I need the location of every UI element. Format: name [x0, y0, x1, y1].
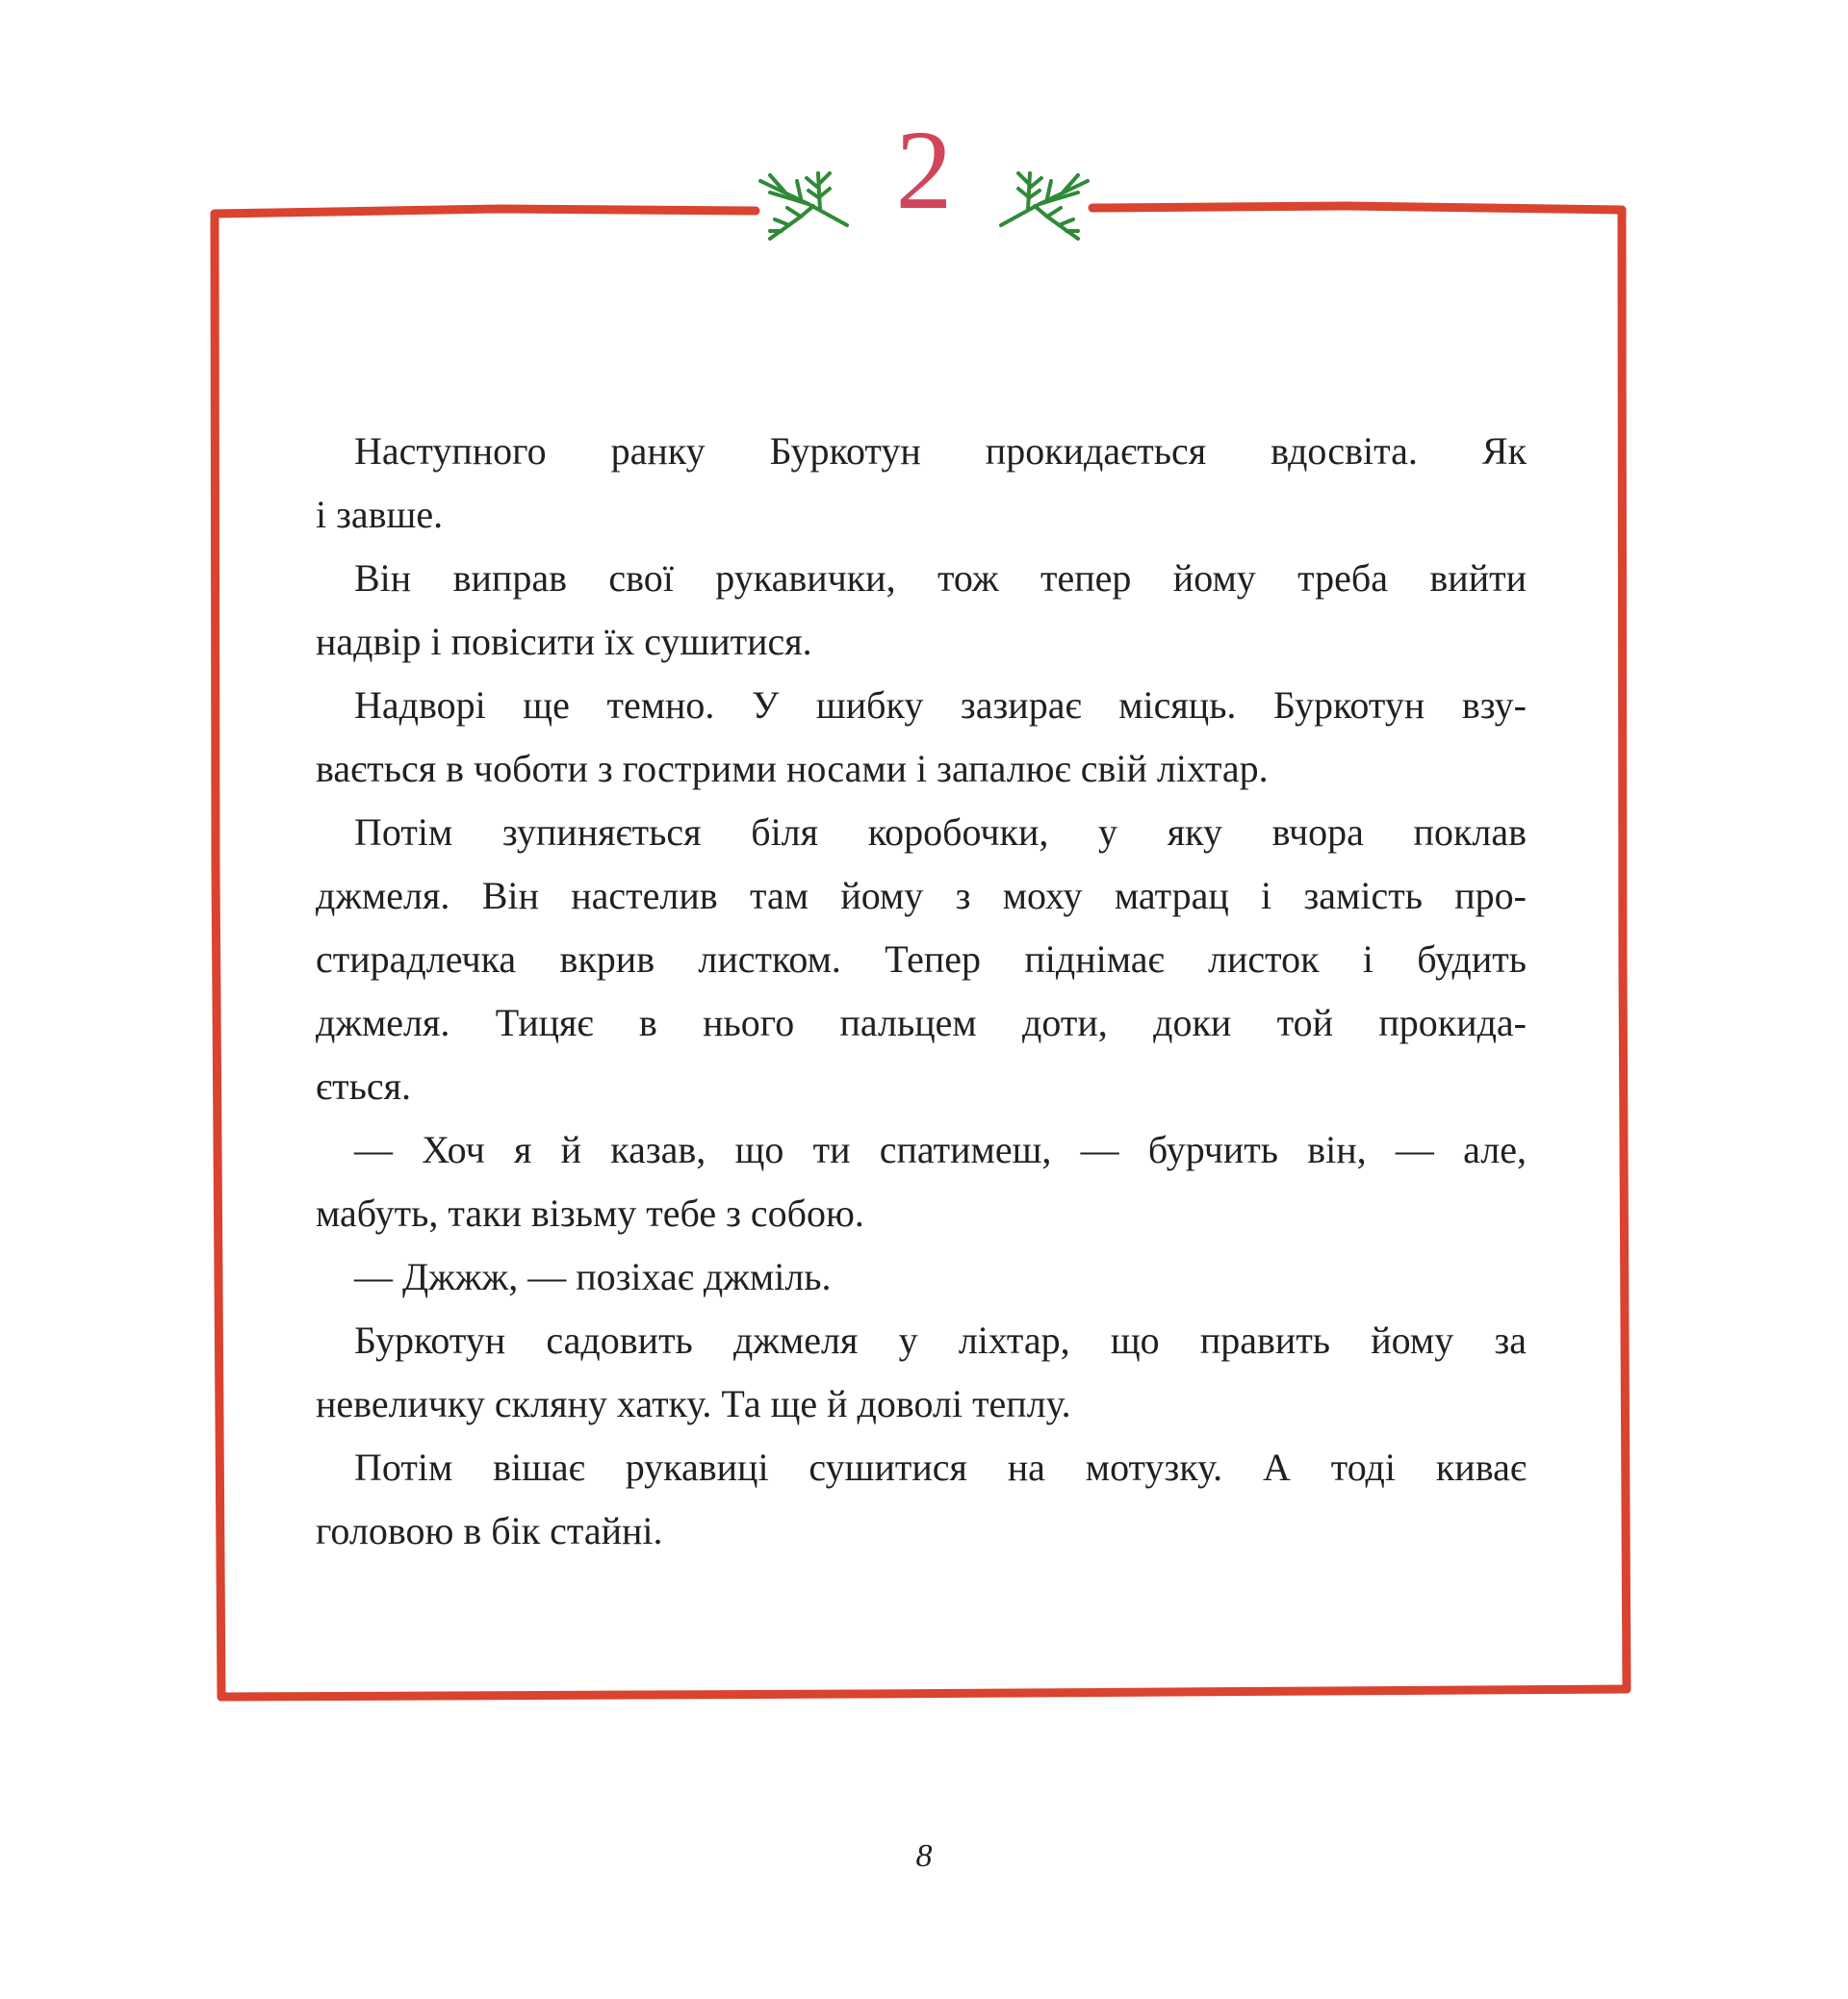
body-text	[316, 420, 1527, 1563]
text-line: надвір і повісити їх сушитися.	[316, 620, 812, 663]
paragraph	[316, 1245, 1527, 1309]
text-line: мабуть, таки візьму тебе з собою.	[316, 1192, 864, 1235]
paragraph	[316, 1436, 1527, 1563]
text-line: — Джжж, — позіхає джміль.	[354, 1255, 832, 1298]
text-line: ється.	[316, 1064, 412, 1108]
frame-top-right	[1092, 206, 1622, 210]
chapter-number: 2	[895, 107, 953, 233]
paragraph	[316, 1118, 1527, 1245]
text-line: невеличку скляну хатку. Та ще й доволі теплу.	[316, 1382, 1071, 1425]
text-line: і завше.	[316, 493, 444, 536]
text-line: джмеля. Він настелив там йому з моху матрац і замість про-	[316, 874, 1527, 917]
paragraph	[316, 420, 1527, 547]
text-line: Буркотун садовить джмеля у ліхтар, що править йому за	[354, 1319, 1527, 1362]
text-line: стирадлечка вкрив листком. Тепер піднімає листок і будить	[316, 937, 1527, 981]
paragraph	[316, 1309, 1527, 1436]
text-line: Наступного ранку Буркотун прокидається вдосвіта. Як	[354, 429, 1527, 473]
frame-left	[215, 214, 221, 1697]
text-line: — Хоч я й казав, що ти спатимеш, — бурчить він, — але,	[354, 1128, 1527, 1171]
text-line: головою в бік стайні.	[316, 1509, 663, 1552]
page-number: 8	[915, 1838, 933, 1874]
text-line: Потім вішає рукавиці сушитися на мотузку. А тоді киває	[354, 1446, 1527, 1489]
sprig-right-icon	[1001, 173, 1088, 239]
text-line: Надворі ще темно. У шибку зазирає місяць. Буркотун взу-	[354, 683, 1527, 727]
paragraph	[316, 801, 1527, 1118]
frame-right	[1622, 210, 1627, 1689]
text-line: Потім зупиняється біля коробочки, у яку вчора поклав	[354, 810, 1527, 854]
text-line: джмеля. Тицяє в нього пальцем доти, доки той прокида-	[316, 1001, 1527, 1044]
text-line: вається в чоботи з гострими носами і запалює свій ліхтар.	[316, 747, 1269, 790]
frame-top-left	[215, 209, 756, 214]
paragraph	[316, 674, 1527, 801]
paragraph	[316, 547, 1527, 674]
sprig-left-icon	[760, 173, 847, 239]
text-line: Він виправ свої рукавички, тож тепер йому треба вийти	[354, 556, 1527, 600]
frame-bottom	[221, 1689, 1627, 1697]
